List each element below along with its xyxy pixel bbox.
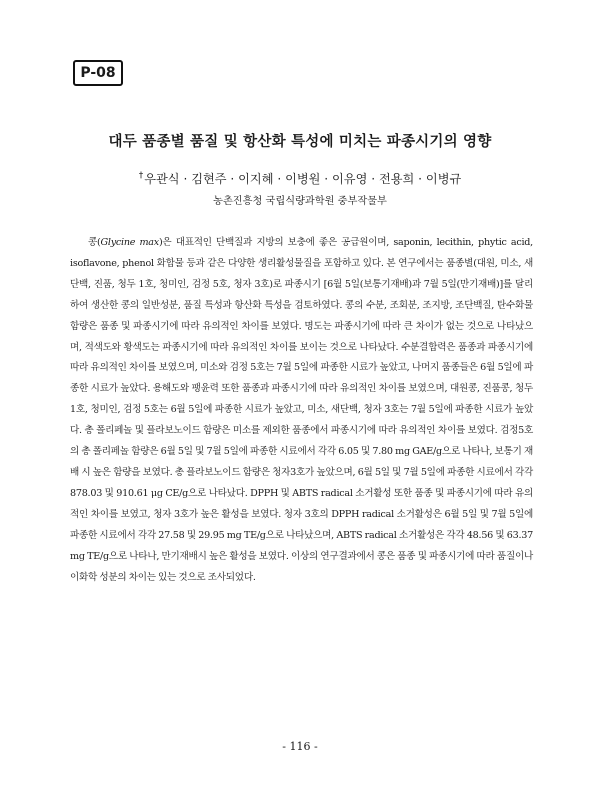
poster-code: P-08	[80, 65, 116, 81]
author-names: 우관식 · 김현주 · 이지혜 · 이병원 · 이유영 · 전용희 · 이병규	[144, 172, 462, 186]
abstract-body: )은 대표적인 단백질과 지방의 보충에 좋은 공급원이며, saponin, lecithin, phytic acid, isoflavone, phenol 화합물 등과 같은 다양한 생리활성물질을 포함하고 있다. 본 연구에서는 품종별(대원, 미소, 새단백, 진품, 청두 1호, 청미인, 검정 5호, 청자 3호)로 파종시기 [6월 5일(보통기재배)과 7월 5일(만기재배)]를 달리하여 생산한 콩의 일반성분, 품질 특성과 항산화 특성을 검토하였다. 콩의 수분, 조회분, 조지방, 조단백질, 탄수화물 함량은 품종 및 파종시기에 따라 유의적인 차이를 보였다. 명도는 파종시기에 따라 큰 차이가 없는 것으로 나타났으며, 적색도와 황색도는 파종시기에 따라 유의적인 차이를 보이는 것으로 나타났다. 수분결합력은 품종과 파종시기에 따라 유의적인 차이를 보였으며, 미소와 검정 5호는 7월 5일에 파종한 시료가 높았고, 나머지 품종들은 6월 5일에 파종한 시료가 높았다. 용해도와 팽윤력 또한 품종과 파종시기에 따라 유의적인 차이를 보였으며, 대원콩, 진품콩, 청두 1호, 청미인, 검정 5호는 6월 5일에 파종한 시료가 높았고, 미소, 새단백, 청자 3호는 7월 5일에 파종한 시료가 높았다. 총 폴리페놀 및 플라보노이드 함량은 미소를 제외한 품종에서 파종시기에 따라 유의적인 차이를 보였다. 검정5호의 총 폴리페놀 함량은 6월 5일 및 7월 5일에 파종한 시료에서 각각 6.05 및 7.80 mg GAE/g으로 나타나, 보통기 재배 시 높은 함량을 보였다. 총 플라보노이드 함량은 청자3호가 높았으며, 6월 5일 및 7월 5일에 파종한 시료에서 각각 878.03 및 910.61 μg CE/g으로 나타났다. DPPH 및 ABTS radical 소거활성 또한 품종 및 파종시기에 따라 유의적인 차이를 보였고, 청자 3호가 높은 활성을 보였다. 청자 3호의 DPPH radical 소거활성은 6월 5일 및 7월 5일에 파종한 시료에서 각각 27.58 및 29.95 mg TE/g으로 나타났으며, ABTS radical 소거활성은 각각 48.56 및 63.37 mg TE/g으로 나타나, 만기재배시 높은 활성을 보였다. 이상의 연구결과에서 콩은 품종 및 파종시기에 따라 품질이나 이화학 성분의 차이는 있는 것으로 조사되었다.	[70, 237, 533, 583]
abstract-paragraph	[70, 233, 533, 588]
paper-title: 대두 품종별 품질 및 항산화 특성에 미치는 파종시기의 영향	[108, 134, 492, 150]
poster-code-box	[73, 60, 123, 86]
page-number: - 116 -	[282, 740, 318, 753]
species-name: Glycine max	[100, 237, 159, 248]
author-list	[60, 170, 540, 187]
corresponding-author-mark: †	[138, 170, 144, 181]
abstract-lead: 콩(	[88, 237, 101, 248]
abstract	[70, 233, 533, 588]
affiliation: 농촌진흥청 국립식량과학원 중부작물부	[213, 196, 387, 207]
